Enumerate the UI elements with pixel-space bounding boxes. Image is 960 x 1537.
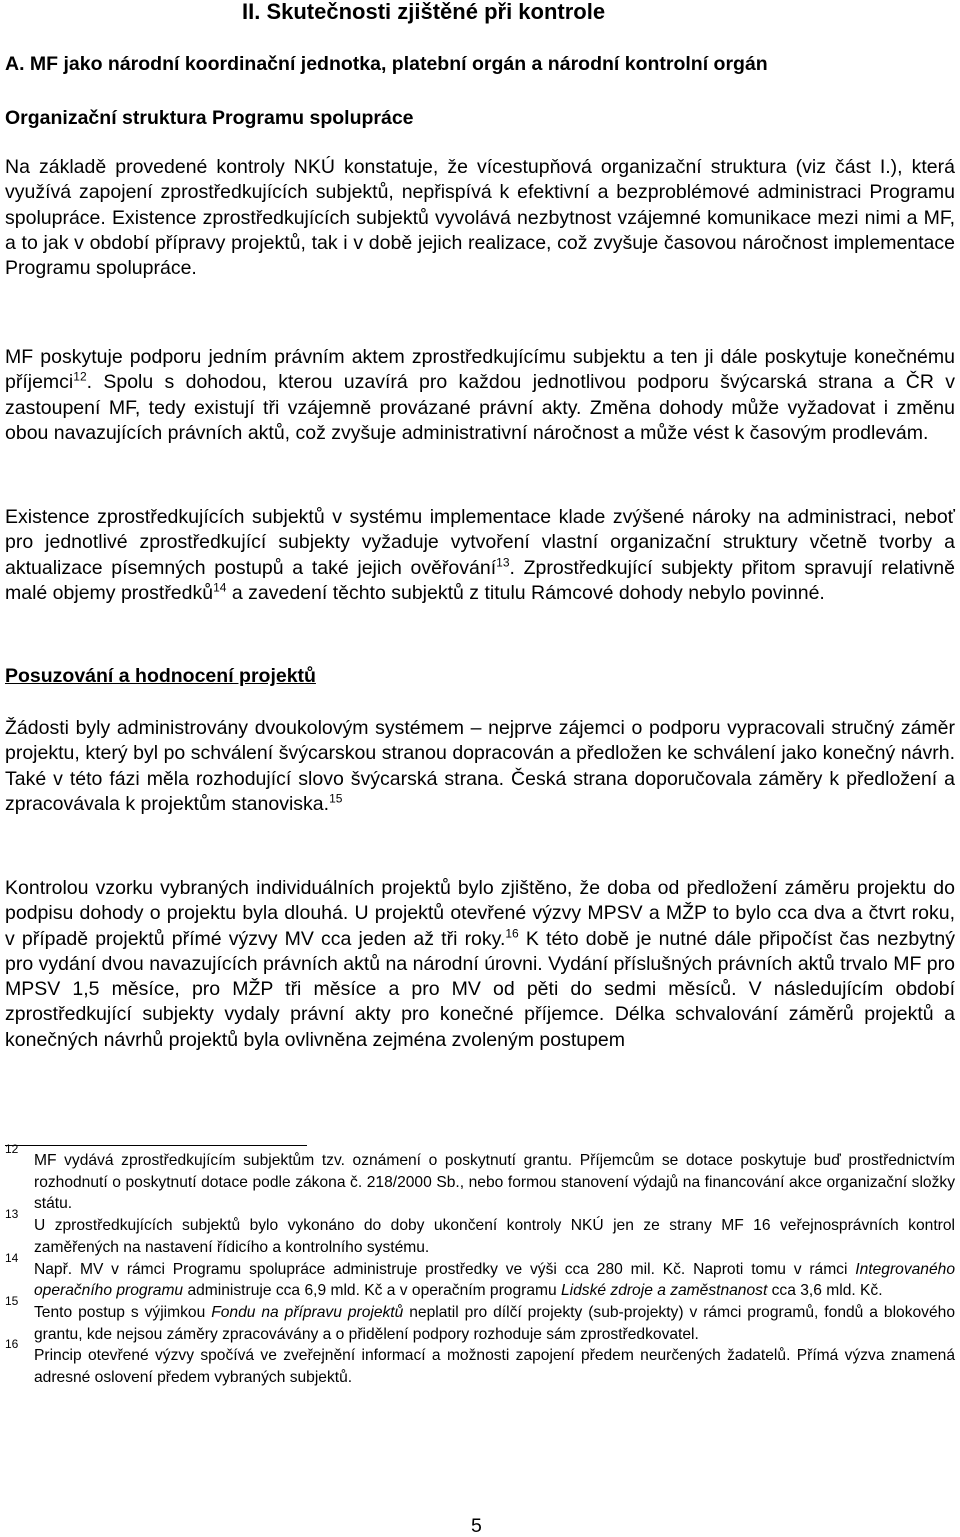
org-text-block bbox=[5, 155, 955, 281]
footnote-12 bbox=[5, 1142, 955, 1215]
footnote-separator bbox=[5, 1145, 307, 1146]
footnote-number: 15 bbox=[5, 1293, 19, 1308]
subsection-org-heading: Organizační struktura Programu spolupráce bbox=[5, 107, 414, 129]
footnote-number: 16 bbox=[5, 1337, 19, 1352]
page-number: 5 bbox=[471, 1515, 482, 1537]
paragraph-5-part-a: Kontrolou vzorku vybraných individuálních projektů bylo zjištěno, že doba od předložení záměru projektu do podpisu dohody o projektu byla dlouhá. U projektů otevřené výzvy MPSV a MŽP to bylo cca dva a čtvrt roku, v případě projektů přímé výzvy MV cca jeden až tři roky. bbox=[5, 877, 955, 950]
footnote-text-b: administruje cca 6,9 mld. Kč a v operačním programu bbox=[183, 1282, 561, 1300]
paragraph-5 bbox=[5, 876, 955, 1053]
subsection-eval-heading: Posuzování a hodnocení projektů bbox=[5, 665, 316, 687]
footnote-text: U zprostředkujících subjektů bylo vykonáno do doby ukončení kontroly NKÚ jen ze strany MF 16 veřejnosprávních kontrol zaměřených na nastavení řídicího a kontrolního systému. bbox=[34, 1217, 955, 1256]
footnote-ref-12: 12 bbox=[73, 369, 87, 384]
paragraph-3-part-b: . Zprostředkující subjekty přitom spravují relativně malé objemy prostředků bbox=[5, 556, 955, 604]
footnote-text: MF vydává zprostředkujícím subjektům tzv. oznámení o poskytnutí grantu. Příjemcům se dotace poskytuje buď prostřednictvím rozhodnutí o poskytnutí dotace podle zákona č. 218/2000 Sb., nebo formou stanovení výdajů na financování akce organizační složky státu. bbox=[34, 1152, 955, 1213]
footnote-ref-15: 15 bbox=[329, 791, 343, 806]
paragraph-2-part-b: . Spolu s dohodou, kterou uzavírá pro každou jednotlivou podporu švýcarská strana a ČR v zastoupení MF, tedy existují tři vzájemně provázané právní akty. Změna dohody může vyžadovat i změnu obou navazujících právních aktů, což zvyšuje administrativní náročnost a může vést k časovým prodlevám. bbox=[5, 371, 955, 444]
paragraph-4 bbox=[5, 716, 955, 817]
footnote-14 bbox=[5, 1250, 955, 1302]
footnote-ref-13: 13 bbox=[496, 555, 510, 570]
footnote-italic-program: Integrovaného operačního programu bbox=[34, 1260, 955, 1300]
eval-text-block bbox=[5, 716, 955, 817]
footnote-text-a: Např. MV v rámci Programu spolupráce administruje prostředky ve výši cca 280 mil. Kč. Naproti tomu v rámci bbox=[34, 1260, 856, 1278]
footnote-italic-program-2: Lidské zdroje a zaměstnanost bbox=[560, 1282, 768, 1300]
footnote-text: Princip otevřené výzvy spočívá ve zveřejnění informací a možnosti zapojení předem neurčených žadatelů. Přímá výzva znamená adresné oslovení předem vybraných subjektů. bbox=[34, 1347, 955, 1387]
eval-text-block-2 bbox=[5, 876, 955, 1053]
org-text-block-3 bbox=[5, 505, 955, 606]
footnote-ref-16: 16 bbox=[505, 926, 519, 941]
footnote-13 bbox=[5, 1207, 955, 1258]
footnote-16 bbox=[5, 1337, 955, 1388]
paragraph-3-part-a: Existence zprostředkujících subjektů v systému implementace klade zvýšené nároky na administraci, neboť pro jednotlivé zprostředkující subjekty vyžaduje vytvoření vlastní organizační struktury včetně tvorby a aktualizace písemných postupů a také jejich ověřování bbox=[5, 506, 955, 579]
paragraph-3-part-c: a zavedení těchto subjektů z titulu Rámcové dohody nebylo povinné. bbox=[226, 581, 825, 604]
footnote-15 bbox=[5, 1293, 955, 1345]
section-a-heading: A. MF jako národní koordinační jednotka, platební orgán a národní kontrolní orgán bbox=[5, 53, 768, 75]
footnote-text-a: Tento postup s výjimkou bbox=[34, 1303, 212, 1321]
footnote-number: 14 bbox=[5, 1250, 19, 1265]
paragraph-4-text: Žádosti byly administrovány dvoukolovým systémem – nejprve zájemci o podporu vypracovali stručný záměr projektu, který byl po schválení švýcarskou stranou dopracován a předložen ke schválení jako konečný návrh. Také v této fázi měla rozhodující slovo švýcarská strana. Česká strana doporučovala záměry k předložení a zpracovávala k projektům stanoviska. bbox=[5, 717, 955, 815]
footnote-number: 13 bbox=[5, 1207, 19, 1222]
chapter-title: II. Skutečnosti zjištěné při kontrole bbox=[242, 0, 606, 24]
paragraph-3 bbox=[5, 505, 955, 606]
paragraph-5-part-b: K této době je nutné dále připočíst čas nezbytný pro vydání dvou navazujících právních aktů na národní úrovni. Vydání příslušných právních aktů trvalo MF pro MPSV 1,5 měsíce, pro MŽP tři měsíce a pro MV od pěti do sedmi měsíců. V následujícím období zprostředkující subjekty vydaly právní akty pro konečné příjemce. Délka schvalování záměrů projektů a konečných návrhů projektů byla ovlivněna zejména zvoleným postupem bbox=[5, 927, 955, 1051]
footnote-ref-14: 14 bbox=[213, 580, 227, 595]
footnote-text-b: neplatil pro dílčí projekty (sub-projekty) v rámci programů, fondů a blokového grantu, kde nejsou záměry zpracovávány a o přidělení podpory rozhoduje sám zprostředkovatel. bbox=[34, 1303, 955, 1343]
paragraph-1: Na základě provedené kontroly NKÚ konstatuje, že vícestupňová organizační struktura (viz část I.), která využívá zapojení zprostředkujících subjektů, nepřispívá k efektivní a bezproblémové administraci Programu spolupráce. Existence zprostředkujících subjektů vyvolává nezbytnost vzájemné komunikace mezi nimi a MF, a to jak v období přípravy projektů, tak i v době jejich realizace, což zvyšuje časovou náročnost implementace Programu spolupráce. bbox=[5, 156, 955, 280]
footnote-italic-fund: Fondu na přípravu projektů bbox=[211, 1303, 404, 1321]
paragraph-2 bbox=[5, 345, 955, 446]
footnotes bbox=[5, 1142, 955, 1389]
footnote-text-c: cca 3,6 mld. Kč. bbox=[767, 1282, 883, 1300]
footnote-number: 12 bbox=[5, 1142, 19, 1156]
paragraph-2-part-a: MF poskytuje podporu jedním právním aktem zprostředkujícímu subjektu a ten ji dále poskytuje konečnému příjemci bbox=[5, 346, 955, 394]
org-text-block-2 bbox=[5, 345, 955, 446]
